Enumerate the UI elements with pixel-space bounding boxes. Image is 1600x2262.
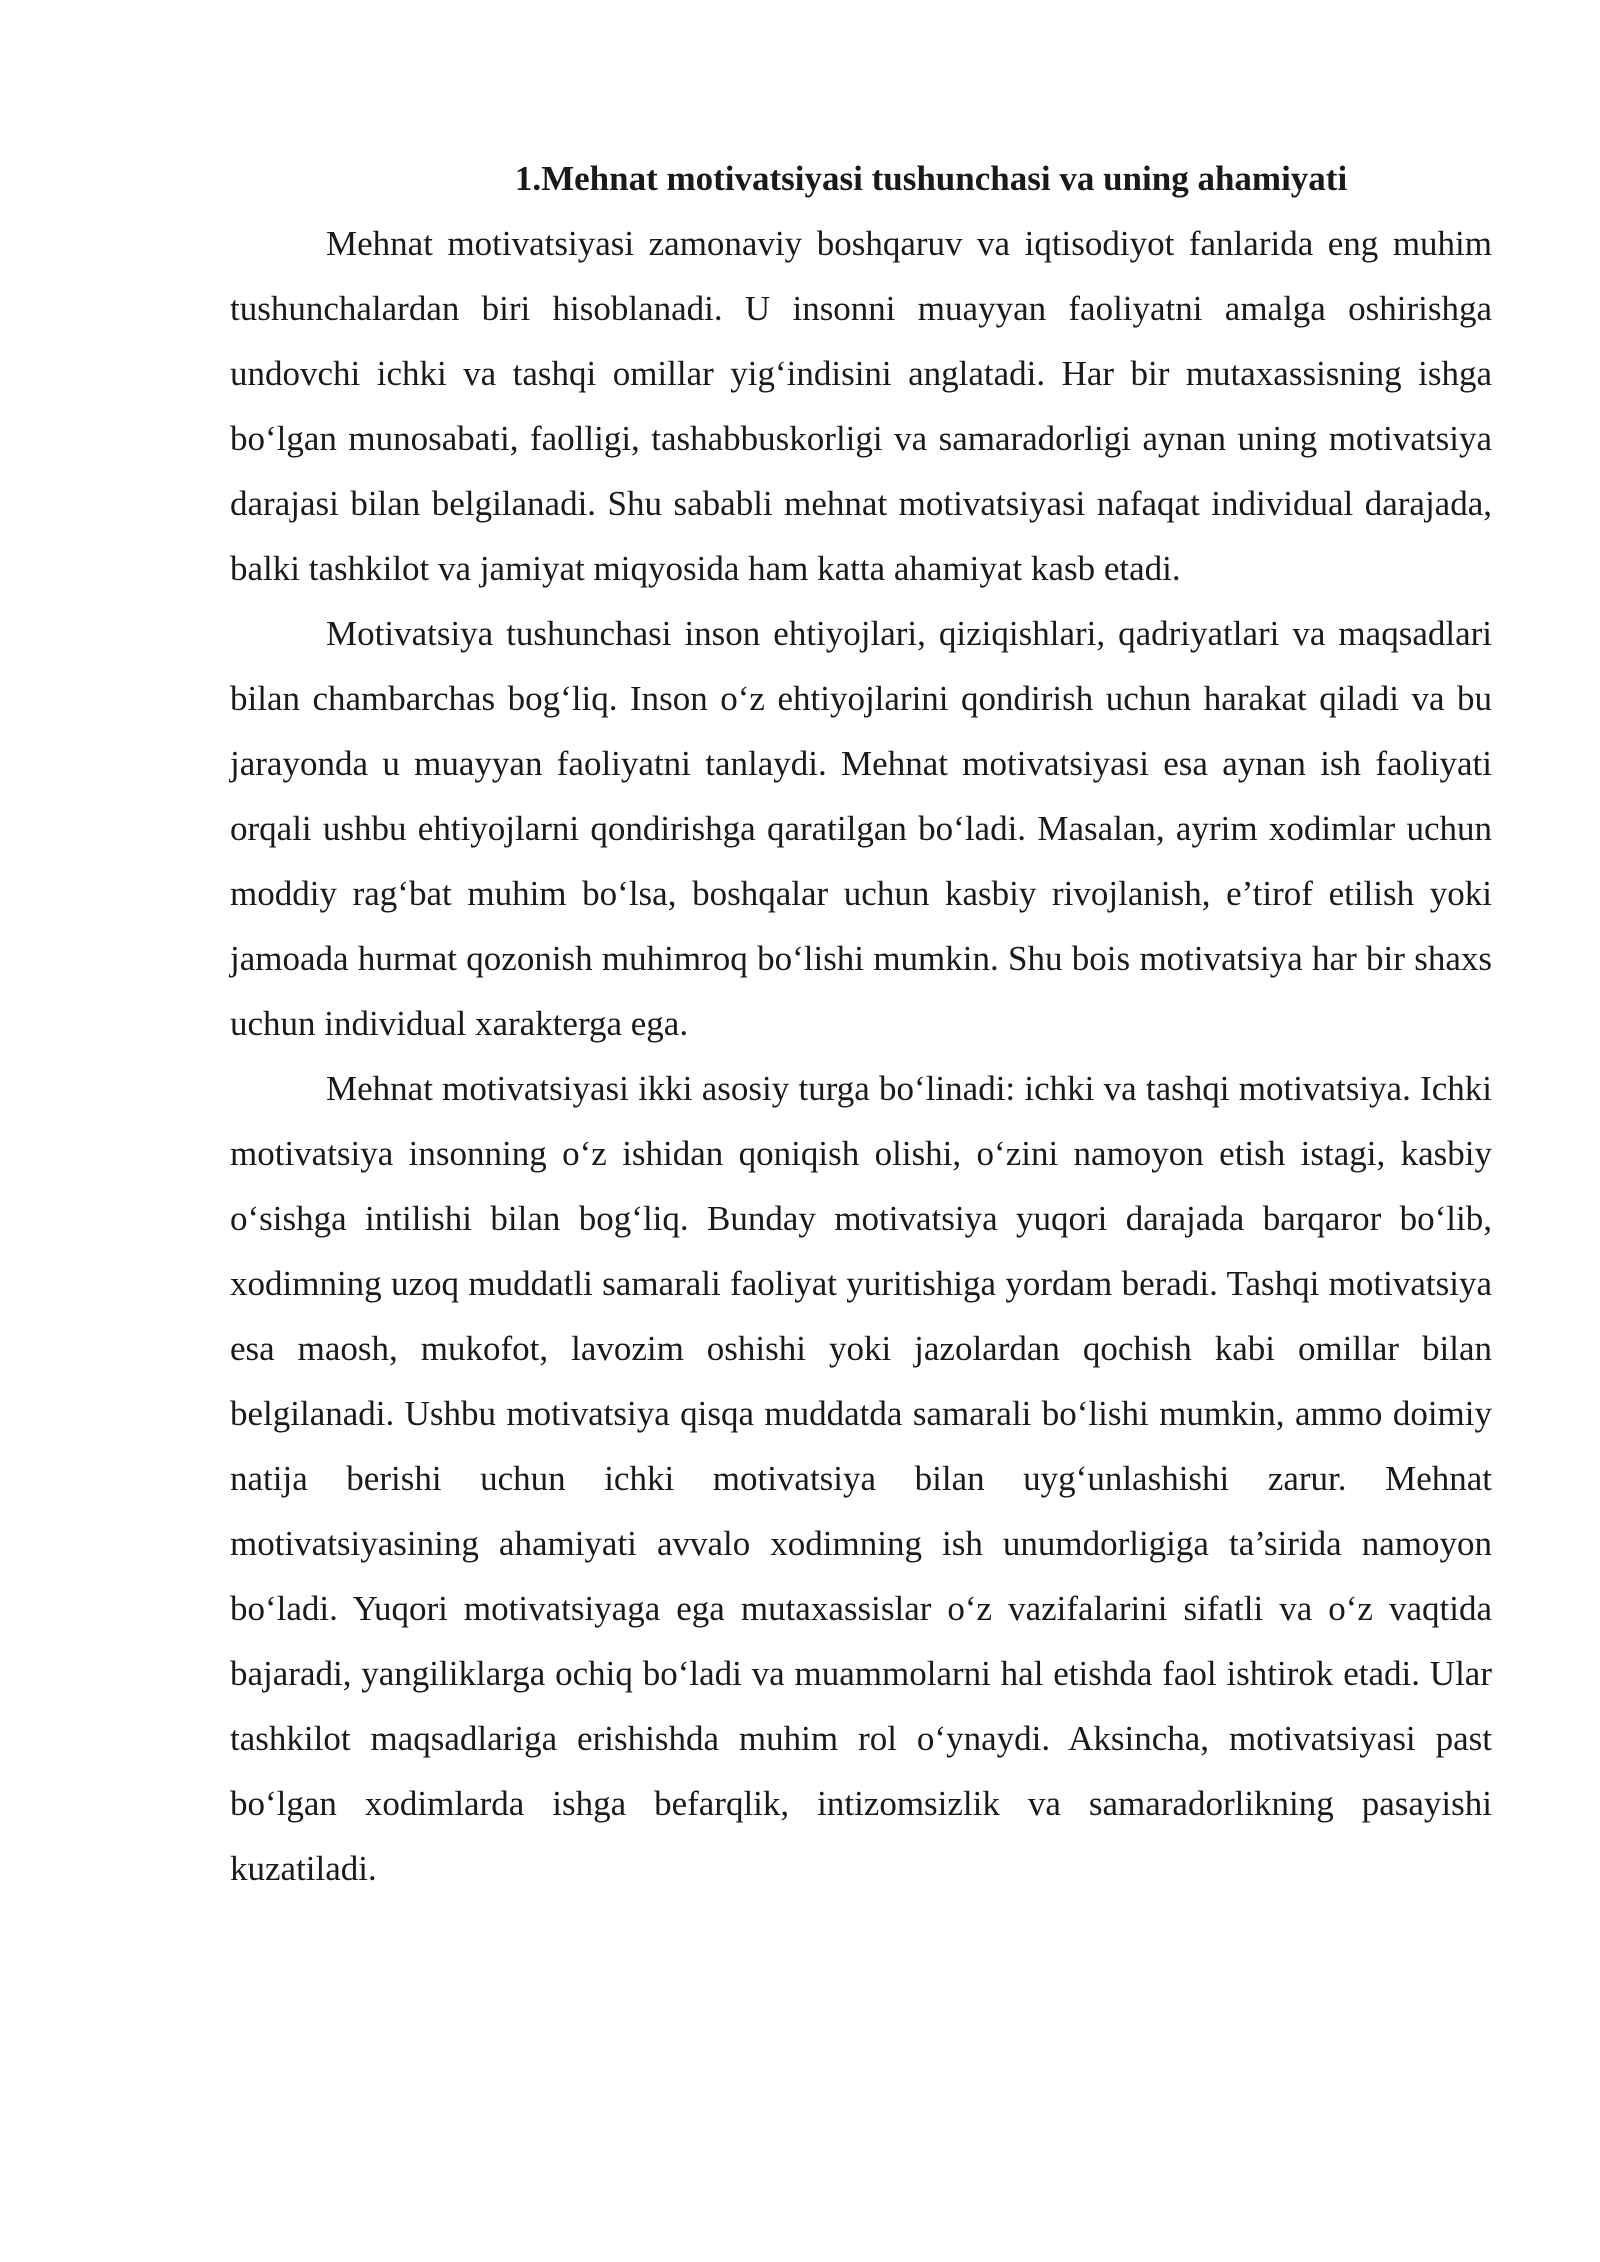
paragraph-3: Mehnat motivatsiyasi ikki asosiy turga bo‘linadi: ichki va tashqi motivatsiya. Ichki motivatsiya insonning o‘z ishidan qoniqish olishi, o‘zini namoyon etish istagi, kasbiy o‘sishga intilishi bilan bog‘liq. Bunday motivatsiya yuqori darajada barqaror bo‘lib, xodimning uzoq muddatli samarali faoliyat yuritishiga yordam beradi. Tashqi motivatsiya esa maosh, mukofot, lavozim oshishi yoki jazolardan qochish kabi omillar bilan belgilanadi. Ushbu motivatsiya qisqa muddatda samarali bo‘lishi mumkin, ammo doimiy natija berishi uchun ichki motivatsiya bilan uyg‘unlashishi zarur. Mehnat motivatsiyasining ahamiyati avvalo xodimning ish unumdorligiga ta’sirida namoyon bo‘ladi. Yuqori motivatsiyaga ega mutaxassislar o‘z vazifalarini sifatli va o‘z vaqtida bajaradi, yangiliklarga ochiq bo‘ladi va muammolarni hal etishda faol ishtirok etadi. Ular tashkilot maqsadlariga erishishda muhim rol o‘ynaydi. Aksincha, motivatsiyasi past bo‘lgan xodimlarda ishga befarqlik, intizomsizlik va samaradorlikning pasayishi kuzatiladi. (230, 1069, 1492, 1888)
document-body (230, 146, 1492, 1901)
paragraph-2: Motivatsiya tushunchasi inson ehtiyojlari, qiziqishlari, qadriyatlari va maqsadlari bilan chambarchas bog‘liq. Inson o‘z ehtiyojlarini qondirish uchun harakat qiladi va bu jarayonda u muayyan faoliyatni tanlaydi. Mehnat motivatsiyasi esa aynan ish faoliyati orqali ushbu ehtiyojlarni qondirishga qaratilgan bo‘ladi. Masalan, ayrim xodimlar uchun moddiy rag‘bat muhim bo‘lsa, boshqalar uchun kasbiy rivojlanish, e’tirof etilish yoki jamoada hurmat qozonish muhimroq bo‘lishi mumkin. Shu bois motivatsiya har bir shaxs uchun individual xarakterga ega. (230, 614, 1492, 1043)
page-title: 1.Mehnat motivatsiyasi tushunchasi va uning ahamiyati (514, 159, 1348, 198)
paragraph-1: Mehnat motivatsiyasi zamonaviy boshqaruv va iqtisodiyot fanlarida eng muhim tushunchalardan biri hisoblanadi. U insonni muayyan faoliyatni amalga oshirishga undovchi ichki va tashqi omillar yig‘indisini anglatadi. Har bir mutaxassisning ishga bo‘lgan munosabati, faolligi, tashabbuskorligi va samaradorligi aynan uning motivatsiya darajasi bilan belgilanadi. Shu sababli mehnat motivatsiyasi nafaqat individual darajada, balki tashkilot va jamiyat miqyosida ham katta ahamiyat kasb etadi. (230, 224, 1492, 588)
